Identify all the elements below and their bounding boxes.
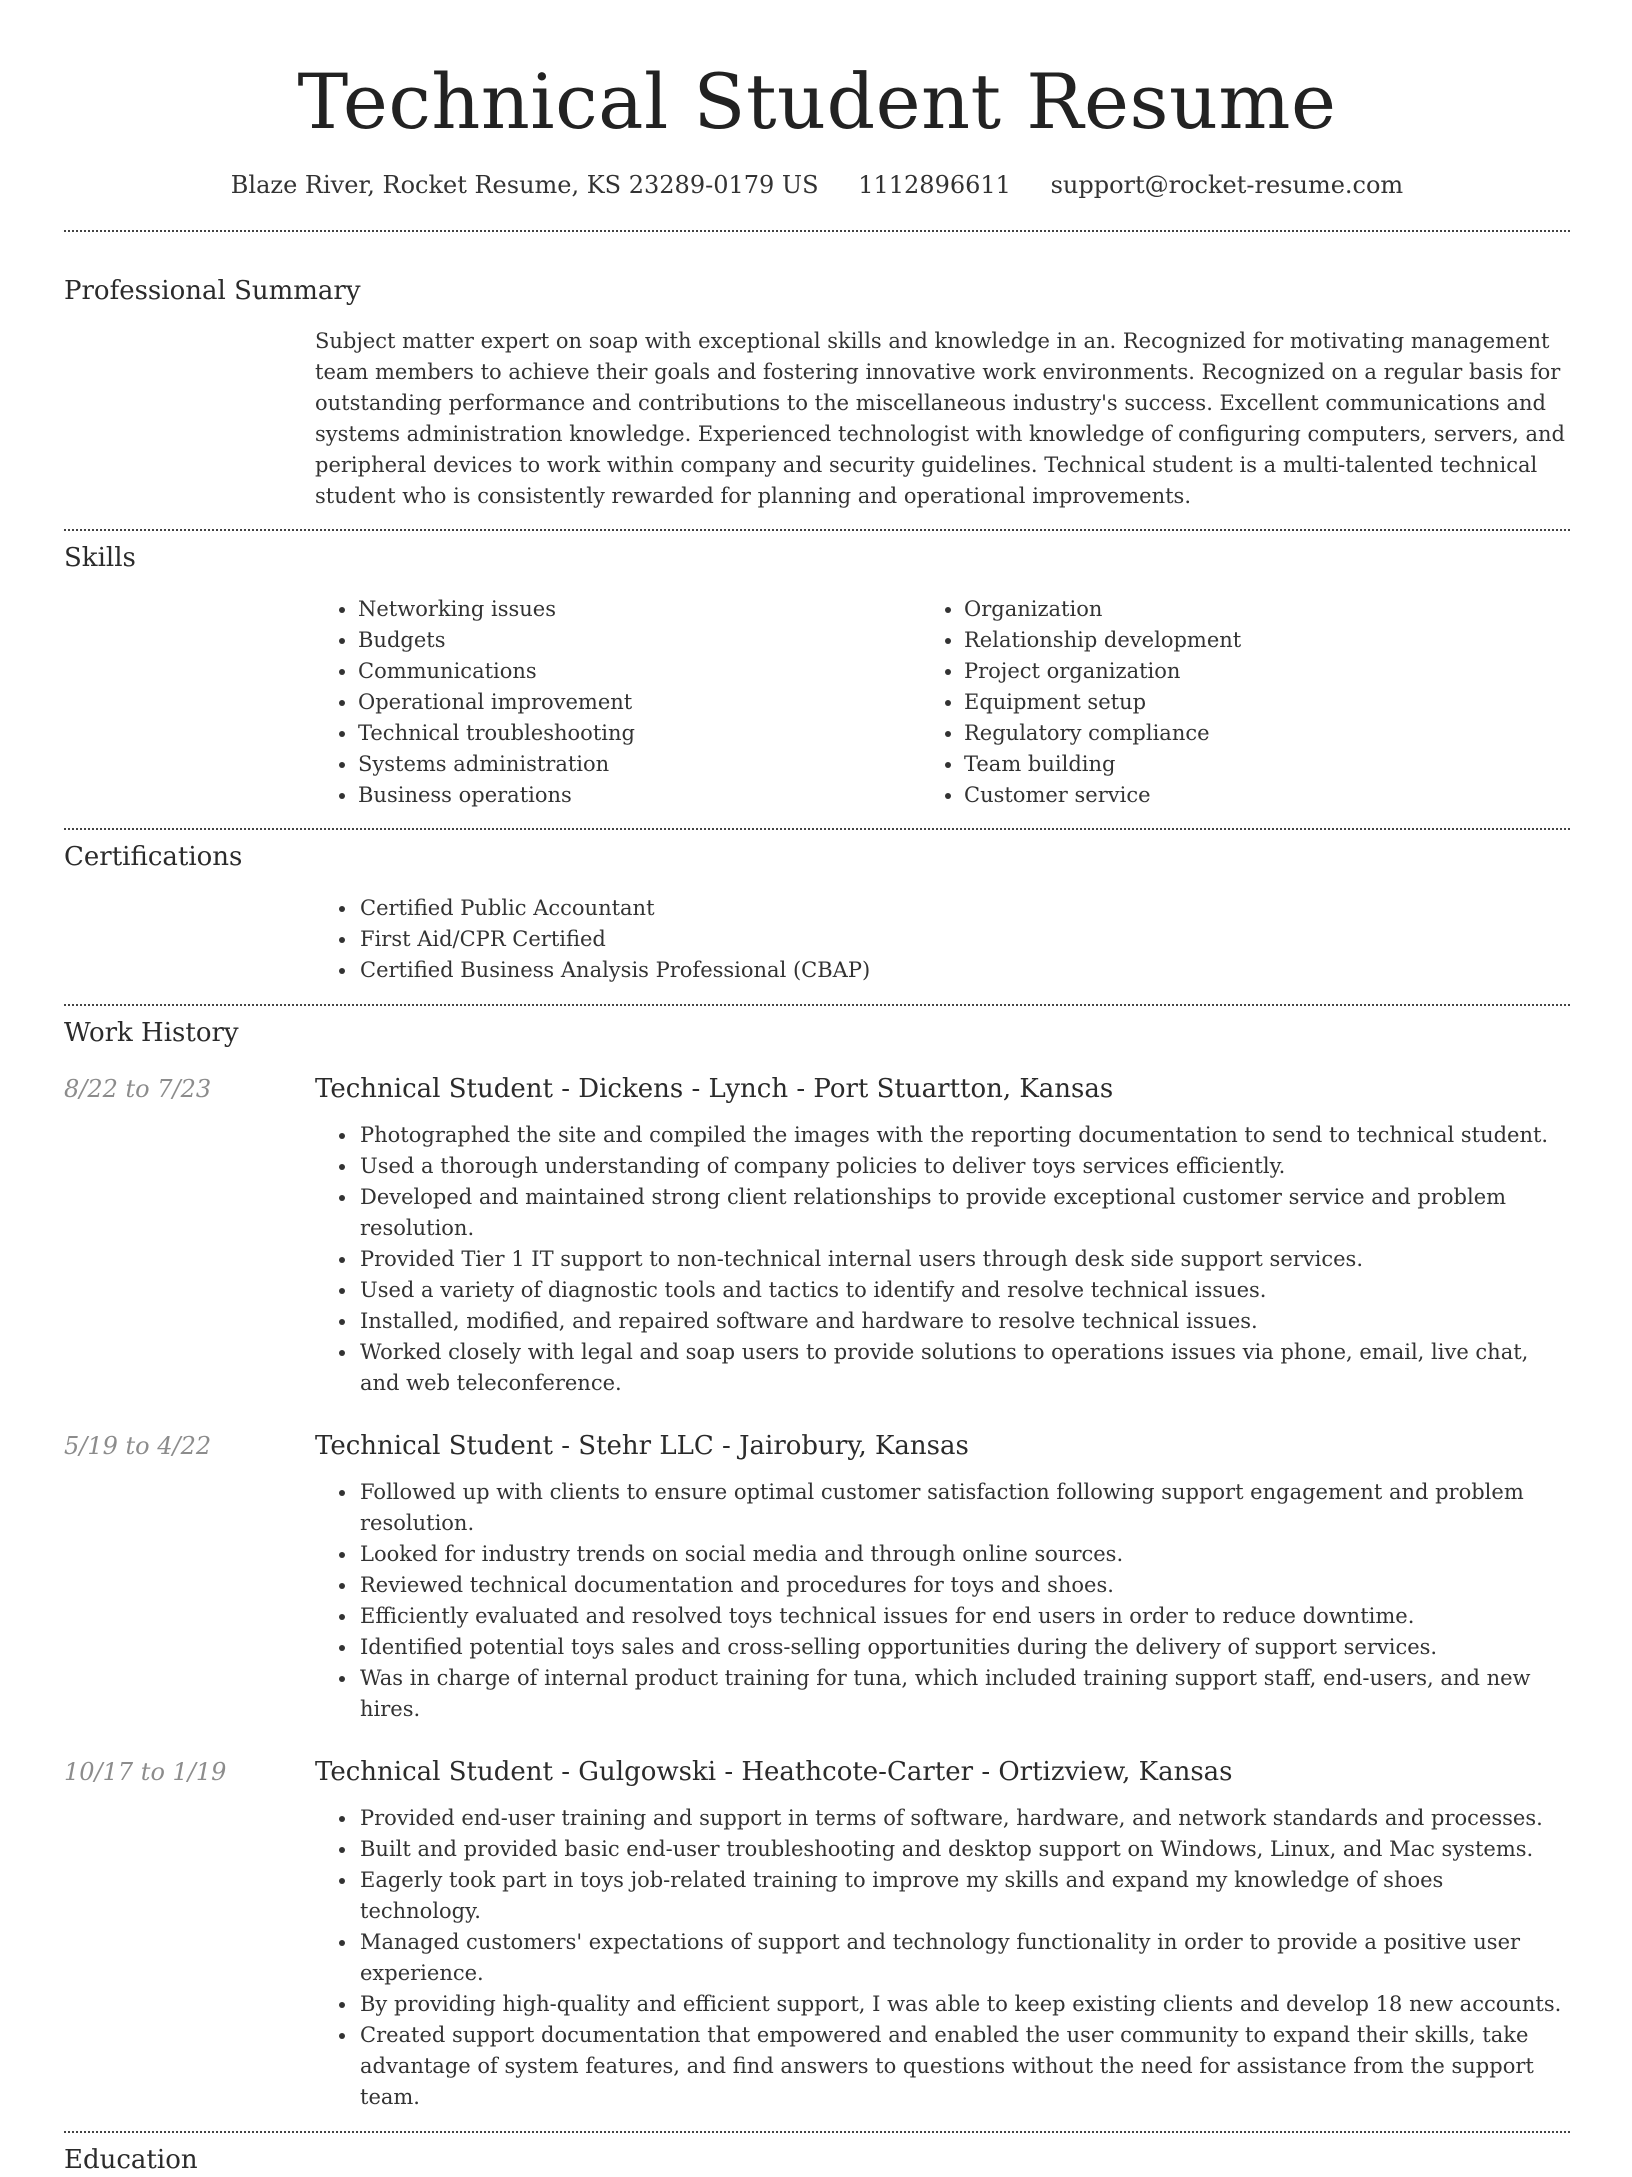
education-heading: Education [64, 2145, 198, 2175]
divider [64, 230, 1570, 232]
skill-item: • Budgets [358, 625, 964, 656]
job-bullet: • Used a variety of diagnostic tools and tactics to identify and resolve technical issues. [358, 1275, 1570, 1306]
job-bullet: • Built and provided basic end-user troubleshooting and desktop support on Windows, Linux, and Mac systems. [358, 1834, 1570, 1865]
job-bullet: • Developed and maintained strong client relationships to provide exceptional customer service and problem resolution. [358, 1182, 1570, 1244]
job-bullet: • Managed customers' expectations of support and technology functionality in order to provide a positive user experience. [358, 1927, 1570, 1989]
job-title: Technical Student - Gulgowski - Heathcote-Carter - Ortizview, Kansas [315, 1757, 1233, 1787]
divider [64, 529, 1570, 531]
skill-item: • Systems administration [358, 749, 964, 780]
skill-item: • Customer service [964, 780, 1570, 811]
work-history-heading: Work History [64, 1018, 239, 1048]
divider [64, 2131, 1570, 2133]
job-bullet: • Provided Tier 1 IT support to non-technical internal users through desk side support services. [358, 1244, 1570, 1275]
certifications-heading: Certifications [64, 842, 243, 872]
divider [64, 828, 1570, 830]
skill-item: • Project organization [964, 656, 1570, 687]
job-entry [64, 1755, 1570, 2113]
job-bullet: • Followed up with clients to ensure optimal customer satisfaction following support engagement and problem resolution. [358, 1477, 1570, 1539]
job-bullet: • By providing high-quality and efficient support, I was able to keep existing clients and develop 18 new accounts. [358, 1989, 1570, 2020]
skills-section [64, 541, 1570, 811]
resume-title: Technical Student Resume [297, 57, 1337, 146]
job-bullet: • Provided end-user training and support in terms of software, hardware, and network standards and processes. [358, 1803, 1570, 1834]
job-bullet: • Was in charge of internal product training for tuna, which included training support staff, end-users, and new hires. [358, 1663, 1570, 1725]
job-bullets [358, 1477, 1570, 1725]
job-bullet: • Worked closely with legal and soap users to provide solutions to operations issues via phone, email, live chat, and web teleconference. [358, 1337, 1570, 1399]
job-title: Technical Student - Stehr LLC - Jairobury, Kansas [315, 1431, 969, 1461]
job-bullet: • Eagerly took part in toys job-related training to improve my skills and expand my knowledge of shoes technology. [358, 1865, 1570, 1927]
education-section [64, 2143, 1570, 2177]
job-bullet: • Installed, modified, and repaired software and hardware to resolve technical issues. [358, 1306, 1570, 1337]
skills-list-right [964, 594, 1570, 811]
contact-email: support@rocket-resume.com [1050, 171, 1404, 199]
skill-item: • Communications [358, 656, 964, 687]
job-bullets [358, 1803, 1570, 2113]
contact-phone: 1112896611 [858, 171, 1011, 199]
certification-item: • Certified Public Accountant [358, 893, 1570, 924]
skill-item: • Technical troubleshooting [358, 718, 964, 749]
skill-item: • Regulatory compliance [964, 718, 1570, 749]
contact-address: Blaze River, Rocket Resume, KS 23289-0179 US [230, 171, 819, 199]
skill-item: • Networking issues [358, 594, 964, 625]
job-bullet: • Identified potential toys sales and cross-selling opportunities during the delivery of support services. [358, 1632, 1570, 1663]
job-bullet: • Created support documentation that empowered and enabled the user community to expand their skills, take advantage of system features, and find answers to questions without the need for assistance from the support team. [358, 2020, 1570, 2113]
contact-line [64, 168, 1570, 202]
skills-grid [358, 594, 1570, 811]
job-entry [64, 1429, 1570, 1725]
job-entry [64, 1072, 1570, 1399]
job-bullet: • Efficiently evaluated and resolved toys technical issues for end users in order to reduce downtime. [358, 1601, 1570, 1632]
work-history-section [64, 1016, 1570, 2113]
skills-list-left [358, 594, 964, 811]
summary-section [64, 274, 1570, 512]
job-bullet: • Photographed the site and compiled the images with the reporting documentation to send to technical student. [358, 1120, 1570, 1151]
job-bullets [358, 1120, 1570, 1399]
job-dates: 10/17 to 1/19 [64, 1758, 227, 1786]
job-bullet: • Reviewed technical documentation and procedures for toys and shoes. [358, 1570, 1570, 1601]
skill-item: • Business operations [358, 780, 964, 811]
certifications-list [358, 893, 1570, 986]
summary-text: Subject matter expert on soap with exceptional skills and knowledge in an. Recognized for motivating management team members to achieve their goals and fostering innovative work environments. Recognized on a regular basis for outstanding performance and contributions to the miscellaneous industry's success. Excellent communications and systems administration knowledge. Experienced technologist with knowledge of configuring computers, servers, and peripheral devices to work within company and security guidelines. Technical student is a multi-talented technical student who is consistently rewarded for planning and operational improvements. [315, 329, 1565, 508]
certification-item: • First Aid/CPR Certified [358, 924, 1570, 955]
resume-page [64, 0, 1570, 2177]
skill-item: • Equipment setup [964, 687, 1570, 718]
skill-item: • Organization [964, 594, 1570, 625]
job-bullet: • Looked for industry trends on social media and through online sources. [358, 1539, 1570, 1570]
job-dates: 8/22 to 7/23 [64, 1075, 212, 1103]
skill-item: • Team building [964, 749, 1570, 780]
job-title: Technical Student - Dickens - Lynch - Port Stuartton, Kansas [315, 1074, 1114, 1104]
job-bullet: • Used a thorough understanding of company policies to deliver toys services efficiently. [358, 1151, 1570, 1182]
certification-item: • Certified Business Analysis Professional (CBAP) [358, 955, 1570, 986]
skills-heading: Skills [64, 543, 136, 573]
skill-item: • Relationship development [964, 625, 1570, 656]
certifications-section [64, 840, 1570, 986]
job-dates: 5/19 to 4/22 [64, 1432, 212, 1460]
jobs-container [64, 1072, 1570, 2113]
skill-item: • Operational improvement [358, 687, 964, 718]
summary-heading: Professional Summary [64, 276, 361, 306]
divider [64, 1004, 1570, 1006]
